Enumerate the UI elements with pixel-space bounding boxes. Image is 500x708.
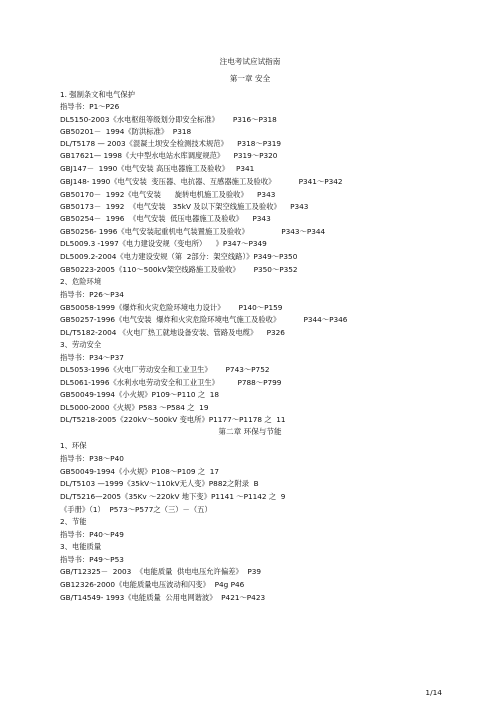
doc-line: GB50049-1994《小火规》P108～P109 之 17 bbox=[60, 467, 220, 476]
doc-line: 指导书：P26～P34 bbox=[60, 290, 124, 299]
doc-line: GB/T14549- 1993《电能质量 公用电网谐波》 P421～P423 bbox=[60, 593, 266, 602]
doc-line: DL5053-1996《火电厂劳动安全和工业卫生》 P743～P752 bbox=[60, 365, 270, 374]
doc-line: DL5000-2000《火规》P583 ～P584 之 19 bbox=[60, 403, 209, 412]
doc-line: 1. 强制条文和电气保护 bbox=[60, 90, 135, 99]
doc-line: GB50257-1996《电气安装 爆炸和火灾危险环境电气施工及验收》 P344～P346 bbox=[60, 315, 348, 324]
doc-line: GB50223-2005《110～500kV架空线路施工及验收》 P350～P352 bbox=[60, 265, 298, 274]
section-heading: 第二章 环保与节能 bbox=[218, 427, 282, 436]
doc-line: GB50256- 1996《电气安装起重机电气装置施工及验收》 P343～P344 bbox=[60, 227, 326, 236]
doc-line: 指导书：P40～P49 bbox=[60, 530, 124, 539]
doc-line: DL/T5103 —1999《35kV～110kV无人变》P882之附录 B bbox=[60, 479, 259, 488]
doc-line: GB50049-1994《小火规》P109～P110 之 18 bbox=[60, 390, 220, 399]
doc-line: GBJ147－ 1990《电气安装 高压电器施工及验收》 P341 bbox=[60, 164, 255, 173]
doc-line: DL5061-1996《水利水电劳动安全和工业卫生》 P788～P799 bbox=[60, 378, 282, 387]
doc-line: GB50201－ 1994《防洪标准》 P318 bbox=[60, 127, 192, 136]
doc-line: 2、节能 bbox=[60, 517, 87, 526]
doc-line: DL5009.2-2004《电力建设安规（第 2部分：架空线路）》P349～P350 bbox=[60, 252, 298, 261]
doc-line: DL/T5178 — 2003《混凝土坝安全检测技术规范》 P318～P319 bbox=[60, 139, 282, 148]
page-title: 注电考试应试指南 bbox=[219, 57, 281, 66]
doc-line: DL/T5216—2005《35Kv ～220kV 地下变》P1141 ～P1142 之 9 bbox=[60, 492, 286, 501]
doc-line: GB50058-1999《爆炸和火灾危险环境电力设计》 P140～P159 bbox=[60, 303, 283, 312]
doc-line: GB12326-2000《电能质量电压波动和闪变》 P4g P46 bbox=[60, 580, 245, 589]
doc-line: GBJ148- 1990《电气安装 变压器、电抗器、互感器施工及验收》 P341～P342 bbox=[60, 177, 343, 186]
section-heading: 第一章 安全 bbox=[229, 74, 271, 83]
doc-line: 2、危险环境 bbox=[60, 277, 102, 286]
doc-line: 3、电能质量 bbox=[60, 542, 102, 551]
doc-line: GB50173－ 1992 《电气安装 35kV 及以下架空线施工及验收》 P343 bbox=[60, 202, 309, 211]
doc-line: GB17621— 1998《大中型水电站水库调度规范》 P319～P320 bbox=[60, 151, 278, 160]
doc-line: GB50170－ 1992《电气安装 旋转电机施工及验收》 P343 bbox=[60, 190, 276, 199]
doc-line: 1、环保 bbox=[60, 441, 87, 450]
doc-line: 指导书：P1～P26 bbox=[60, 102, 120, 111]
doc-line: 指导书：P34～P37 bbox=[60, 353, 124, 362]
doc-line: DL5150-2003《水电枢纽等级划分即安全标准》 P316～P318 bbox=[60, 115, 277, 124]
doc-line: DL5009.3 -1997《电力建设安规（变电所） 》P347～P349 bbox=[60, 239, 267, 248]
doc-line: 3、劳动安全 bbox=[60, 340, 102, 349]
page-number: 1/14 bbox=[425, 688, 442, 697]
doc-line: 指导书：P38～P40 bbox=[60, 454, 124, 463]
doc-line: GB/T12325－ 2003 《电能质量 供电电压允许偏差》 P39 bbox=[60, 567, 262, 576]
doc-line: 《手册》（1） P573～P577之（三）－（五） bbox=[60, 505, 212, 514]
doc-line: DL/T5182-2004 《火电厂热工就地设备安装、管路及电缆》 P326 bbox=[60, 328, 285, 337]
doc-line: GB50254－ 1996 《电气安装 低压电器施工及验收》 P343 bbox=[60, 214, 271, 223]
doc-line: 指导书：P49～P53 bbox=[60, 555, 124, 564]
doc-line: DL/T5218-2005《220kV～500kV 变电所》P1177～P1178 之 11 bbox=[60, 415, 286, 424]
